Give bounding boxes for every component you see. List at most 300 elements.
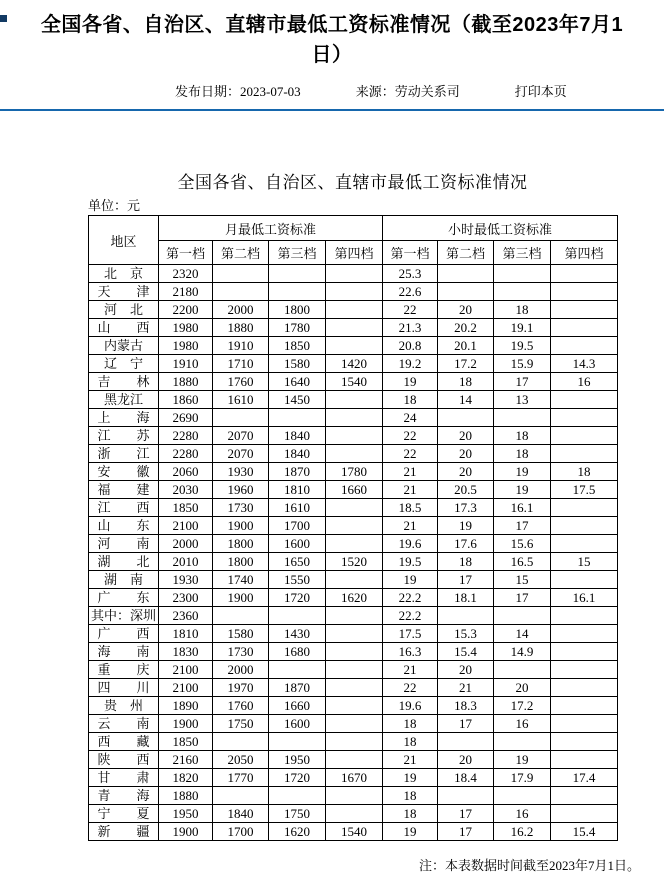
wage-cell: 1810 (269, 481, 326, 499)
table-row (89, 643, 618, 661)
wage-cell: 24 (383, 409, 438, 427)
wage-cell (551, 733, 618, 751)
wage-cell: 15 (494, 571, 551, 589)
wage-cell (326, 265, 383, 283)
wage-cell: 18.4 (438, 769, 494, 787)
page-title: 全国各省、自治区、直辖市最低工资标准情况（截至2023年7月1日） (40, 14, 624, 66)
wage-cell (326, 679, 383, 697)
wage-cell: 21 (383, 661, 438, 679)
wage-cell: 1980 (159, 337, 213, 355)
wage-cell: 1680 (269, 643, 326, 661)
wage-cell: 1540 (326, 373, 383, 391)
region-cell: 河 北 (89, 301, 159, 319)
wage-cell: 1620 (269, 823, 326, 841)
col-header-monthly: 月最低工资标准 (159, 216, 383, 241)
wage-cell: 1520 (326, 553, 383, 571)
wage-cell: 18 (438, 553, 494, 571)
wage-cell: 2060 (159, 463, 213, 481)
wage-cell: 18 (383, 715, 438, 733)
wage-cell: 16.3 (383, 643, 438, 661)
wage-cell: 17.2 (494, 697, 551, 715)
wage-cell: 1720 (269, 589, 326, 607)
wage-cell (551, 697, 618, 715)
wage-cell (326, 301, 383, 319)
table-row (89, 265, 618, 283)
wage-cell (438, 409, 494, 427)
wage-cell: 2000 (213, 661, 269, 679)
table-note: 注：本表数据时间截至2023年7月1日。 (418, 858, 640, 873)
wage-cell: 2280 (159, 427, 213, 445)
wage-cell: 16 (494, 715, 551, 733)
wage-cell: 2200 (159, 301, 213, 319)
wage-cell (494, 733, 551, 751)
region-cell: 江 苏 (89, 427, 159, 445)
table-row (89, 661, 618, 679)
wage-cell: 1740 (213, 571, 269, 589)
region-cell: 贵 州 (89, 697, 159, 715)
wage-cell: 19 (438, 517, 494, 535)
wage-cell: 1860 (159, 391, 213, 409)
wage-cell (438, 733, 494, 751)
wage-cell: 15 (551, 553, 618, 571)
wage-cell: 1800 (213, 535, 269, 553)
wage-cell (326, 337, 383, 355)
wage-cell: 1840 (269, 445, 326, 463)
publish-date-value: 2023-07-03 (240, 84, 301, 99)
wage-cell: 1880 (159, 787, 213, 805)
wage-cell: 1840 (269, 427, 326, 445)
wage-cell (269, 265, 326, 283)
table-row (89, 517, 618, 535)
wage-cell: 16.1 (551, 589, 618, 607)
wage-cell: 1650 (269, 553, 326, 571)
wage-cell: 1900 (159, 715, 213, 733)
wage-cell (551, 643, 618, 661)
wage-cell (269, 787, 326, 805)
table-row (89, 805, 618, 823)
wage-cell: 20.5 (438, 481, 494, 499)
wage-cell (213, 265, 269, 283)
wage-cell (269, 733, 326, 751)
wage-cell: 1580 (269, 355, 326, 373)
wage-cell: 1770 (213, 769, 269, 787)
wage-cell: 1610 (269, 499, 326, 517)
wage-cell (551, 679, 618, 697)
wage-cell: 1870 (269, 679, 326, 697)
table-row (89, 373, 618, 391)
tier-header-hourly-2: 第二档 (438, 241, 494, 265)
wage-cell: 14.3 (551, 355, 618, 373)
wage-cell (551, 751, 618, 769)
region-cell: 西 藏 (89, 733, 159, 751)
wage-cell: 18 (383, 805, 438, 823)
wage-cell: 16.2 (494, 823, 551, 841)
wage-cell (326, 283, 383, 301)
wage-cell: 21 (383, 463, 438, 481)
wage-cell: 1800 (269, 301, 326, 319)
wage-cell (326, 697, 383, 715)
wage-cell: 2000 (159, 535, 213, 553)
wage-cell: 17.4 (551, 769, 618, 787)
wage-cell: 19 (383, 769, 438, 787)
wage-cell: 1900 (213, 589, 269, 607)
table-row (89, 391, 618, 409)
region-cell: 辽 宁 (89, 355, 159, 373)
wage-cell: 20.8 (383, 337, 438, 355)
table-row (89, 553, 618, 571)
wage-cell: 17.2 (438, 355, 494, 373)
wage-cell: 19.5 (494, 337, 551, 355)
wage-cell (326, 391, 383, 409)
wage-cell: 18 (383, 391, 438, 409)
wage-cell (326, 319, 383, 337)
wage-cell (326, 571, 383, 589)
table-row (89, 607, 618, 625)
col-header-region: 地区 (89, 216, 159, 265)
wage-cell: 18.1 (438, 589, 494, 607)
region-cell: 安 徽 (89, 463, 159, 481)
source-label: 来源： (355, 84, 395, 99)
wage-cell: 19.1 (494, 319, 551, 337)
tier-header-hourly-1: 第一档 (383, 241, 438, 265)
wage-cell: 14 (438, 391, 494, 409)
wage-cell (213, 733, 269, 751)
region-cell: 四 川 (89, 679, 159, 697)
tier-header-hourly-4: 第四档 (551, 241, 618, 265)
table-row (89, 337, 618, 355)
region-cell: 福 建 (89, 481, 159, 499)
wage-cell: 14.9 (494, 643, 551, 661)
wage-cell: 1760 (213, 373, 269, 391)
wage-cell: 18 (551, 463, 618, 481)
wage-cell: 2180 (159, 283, 213, 301)
wage-cell (551, 319, 618, 337)
wage-cell: 17.6 (438, 535, 494, 553)
wage-cell (326, 787, 383, 805)
table-row (89, 679, 618, 697)
table-row (89, 571, 618, 589)
wage-cell: 1670 (326, 769, 383, 787)
wage-cell: 1760 (213, 697, 269, 715)
wage-cell (269, 409, 326, 427)
tier-header-monthly-2: 第二档 (213, 241, 269, 265)
wage-cell: 22.2 (383, 589, 438, 607)
region-cell: 江 西 (89, 499, 159, 517)
wage-cell: 1870 (269, 463, 326, 481)
wage-cell (326, 517, 383, 535)
region-cell: 甘 肃 (89, 769, 159, 787)
wage-cell (494, 661, 551, 679)
wage-cell: 2100 (159, 517, 213, 535)
wage-cell (551, 571, 618, 589)
wage-cell (326, 445, 383, 463)
region-cell: 天 津 (89, 283, 159, 301)
wage-cell: 2160 (159, 751, 213, 769)
wage-cell: 1660 (326, 481, 383, 499)
region-cell: 海 南 (89, 643, 159, 661)
wage-cell: 17 (438, 805, 494, 823)
wage-cell: 19.6 (383, 535, 438, 553)
wage-cell (213, 409, 269, 427)
wage-cell: 20 (438, 661, 494, 679)
wage-cell (326, 733, 383, 751)
wage-cell: 18 (383, 787, 438, 805)
wage-cell: 22.2 (383, 607, 438, 625)
region-cell: 新 疆 (89, 823, 159, 841)
wage-cell: 15.9 (494, 355, 551, 373)
table-row (89, 301, 618, 319)
wage-cell (213, 607, 269, 625)
region-cell: 广 西 (89, 625, 159, 643)
wage-cell (551, 517, 618, 535)
table-row (89, 733, 618, 751)
wage-cell: 1750 (213, 715, 269, 733)
table-title: 全国各省、自治区、直辖市最低工资标准情况 (177, 173, 528, 192)
wage-cell: 2280 (159, 445, 213, 463)
wage-cell: 1620 (326, 589, 383, 607)
wage-cell (326, 643, 383, 661)
wage-cell (213, 283, 269, 301)
wage-cell: 17.5 (383, 625, 438, 643)
tier-header-hourly-3: 第三档 (494, 241, 551, 265)
wage-cell: 2000 (213, 301, 269, 319)
wage-cell: 1960 (213, 481, 269, 499)
wage-cell: 18 (438, 373, 494, 391)
minimum-wage-table (88, 215, 618, 841)
region-cell: 陕 西 (89, 751, 159, 769)
wage-cell: 16.1 (494, 499, 551, 517)
wage-cell (438, 283, 494, 301)
table-row (89, 787, 618, 805)
wage-cell: 22.6 (383, 283, 438, 301)
wage-cell: 1640 (269, 373, 326, 391)
wage-cell (551, 661, 618, 679)
wage-cell: 1820 (159, 769, 213, 787)
region-cell: 吉 林 (89, 373, 159, 391)
wage-cell: 20.2 (438, 319, 494, 337)
wage-cell (551, 391, 618, 409)
wage-cell: 19.2 (383, 355, 438, 373)
wage-cell (326, 661, 383, 679)
wage-cell (551, 787, 618, 805)
wage-cell: 20 (438, 445, 494, 463)
wage-cell (551, 283, 618, 301)
wage-cell: 1880 (159, 373, 213, 391)
wage-cell (438, 787, 494, 805)
wage-cell: 1700 (213, 823, 269, 841)
wage-cell: 22 (383, 301, 438, 319)
table-row (89, 463, 618, 481)
wage-cell: 1880 (213, 319, 269, 337)
wage-cell: 1810 (159, 625, 213, 643)
wage-cell: 1730 (213, 499, 269, 517)
wage-cell: 2360 (159, 607, 213, 625)
table-row (89, 625, 618, 643)
wage-cell: 16 (494, 805, 551, 823)
wage-cell: 1600 (269, 535, 326, 553)
wage-cell: 16.5 (494, 553, 551, 571)
wage-cell: 1980 (159, 319, 213, 337)
wage-cell: 18 (494, 427, 551, 445)
wage-cell: 25.3 (383, 265, 438, 283)
wage-cell: 2050 (213, 751, 269, 769)
wage-cell: 17 (438, 571, 494, 589)
wage-cell: 1970 (213, 679, 269, 697)
wage-cell (551, 535, 618, 553)
wage-cell: 19 (383, 373, 438, 391)
wage-cell: 2320 (159, 265, 213, 283)
wage-cell: 1700 (269, 517, 326, 535)
wage-cell: 2030 (159, 481, 213, 499)
wage-cell (551, 607, 618, 625)
wage-cell: 15.4 (438, 643, 494, 661)
region-cell: 北 京 (89, 265, 159, 283)
source (356, 83, 460, 101)
wage-cell: 21 (383, 517, 438, 535)
table-row (89, 445, 618, 463)
wage-cell: 21.3 (383, 319, 438, 337)
region-cell: 内蒙古 (89, 337, 159, 355)
wage-cell: 2300 (159, 589, 213, 607)
wage-cell (551, 715, 618, 733)
wage-cell: 19 (494, 751, 551, 769)
wage-cell (551, 409, 618, 427)
wage-cell: 1850 (159, 733, 213, 751)
wage-cell (494, 265, 551, 283)
wage-cell: 2100 (159, 661, 213, 679)
table-row (89, 697, 618, 715)
publish-date (175, 83, 301, 101)
region-cell: 重 庆 (89, 661, 159, 679)
wage-cell (326, 607, 383, 625)
wage-cell (326, 409, 383, 427)
col-header-hourly: 小时最低工资标准 (383, 216, 618, 241)
region-cell: 山 东 (89, 517, 159, 535)
table-row (89, 319, 618, 337)
wage-cell (551, 805, 618, 823)
wage-cell: 1720 (269, 769, 326, 787)
wage-cell: 15.4 (551, 823, 618, 841)
wage-cell: 21 (438, 679, 494, 697)
wage-cell: 1420 (326, 355, 383, 373)
wage-cell: 21 (383, 751, 438, 769)
wage-cell (269, 661, 326, 679)
wage-cell: 15.3 (438, 625, 494, 643)
wage-cell (551, 427, 618, 445)
wage-cell: 1600 (269, 715, 326, 733)
wage-cell: 14 (494, 625, 551, 643)
table-row (89, 715, 618, 733)
wage-cell (494, 607, 551, 625)
wage-cell: 1780 (326, 463, 383, 481)
wage-cell: 16 (551, 373, 618, 391)
wage-cell: 17 (438, 823, 494, 841)
wage-cell: 22 (383, 427, 438, 445)
wage-cell: 21 (383, 481, 438, 499)
wage-cell: 20.1 (438, 337, 494, 355)
table-row (89, 409, 618, 427)
wage-cell (213, 787, 269, 805)
wage-cell: 22 (383, 679, 438, 697)
wage-cell: 17 (494, 373, 551, 391)
wage-cell: 2070 (213, 427, 269, 445)
wage-cell (326, 751, 383, 769)
meta-bar (0, 83, 664, 101)
print-page-link[interactable]: 打印本页 (514, 84, 567, 99)
wage-cell: 2100 (159, 679, 213, 697)
source-value: 劳动关系司 (394, 84, 460, 99)
wage-cell: 20 (438, 427, 494, 445)
wage-cell: 2070 (213, 445, 269, 463)
wage-cell (551, 499, 618, 517)
wage-cell: 1930 (159, 571, 213, 589)
wage-cell: 1950 (159, 805, 213, 823)
wage-cell: 1830 (159, 643, 213, 661)
tier-header-monthly-4: 第四档 (326, 241, 383, 265)
wage-cell: 2690 (159, 409, 213, 427)
table-row (89, 283, 618, 301)
wage-cell: 1890 (159, 697, 213, 715)
wage-cell: 1900 (213, 517, 269, 535)
wage-cell: 1930 (213, 463, 269, 481)
wage-cell (551, 337, 618, 355)
wage-cell: 1910 (213, 337, 269, 355)
wage-cell (494, 787, 551, 805)
region-cell: 黑龙江 (89, 391, 159, 409)
region-cell: 宁 夏 (89, 805, 159, 823)
region-cell: 湖 南 (89, 571, 159, 589)
wage-cell: 1550 (269, 571, 326, 589)
wage-cell: 17.5 (551, 481, 618, 499)
region-cell: 山 西 (89, 319, 159, 337)
table-row (89, 751, 618, 769)
wage-cell (326, 427, 383, 445)
wage-cell (551, 625, 618, 643)
wage-cell: 20 (438, 751, 494, 769)
wage-cell: 1710 (213, 355, 269, 373)
wage-cell: 1800 (213, 553, 269, 571)
wage-cell: 20 (438, 301, 494, 319)
region-cell: 浙 江 (89, 445, 159, 463)
publish-date-label: 发布日期： (175, 84, 241, 99)
wage-cell: 1840 (213, 805, 269, 823)
wage-cell: 17.9 (494, 769, 551, 787)
wage-cell: 20 (494, 679, 551, 697)
tier-header-row (89, 241, 618, 265)
table-row (89, 769, 618, 787)
article-content (88, 173, 617, 841)
wage-cell: 1580 (213, 625, 269, 643)
wage-cell (438, 607, 494, 625)
wage-cell (494, 409, 551, 427)
region-cell: 上 海 (89, 409, 159, 427)
wage-cell (438, 265, 494, 283)
wage-cell: 22 (383, 445, 438, 463)
table-row (89, 535, 618, 553)
wage-cell: 1430 (269, 625, 326, 643)
table-body (89, 265, 618, 841)
wage-cell: 18.5 (383, 499, 438, 517)
wage-cell: 2010 (159, 553, 213, 571)
wage-cell: 1660 (269, 697, 326, 715)
region-cell: 其中：深圳 (89, 607, 159, 625)
wage-cell: 1450 (269, 391, 326, 409)
region-cell: 广 东 (89, 589, 159, 607)
group-header-row (89, 216, 618, 241)
wage-cell: 18 (383, 733, 438, 751)
wage-cell: 1750 (269, 805, 326, 823)
table-row (89, 355, 618, 373)
